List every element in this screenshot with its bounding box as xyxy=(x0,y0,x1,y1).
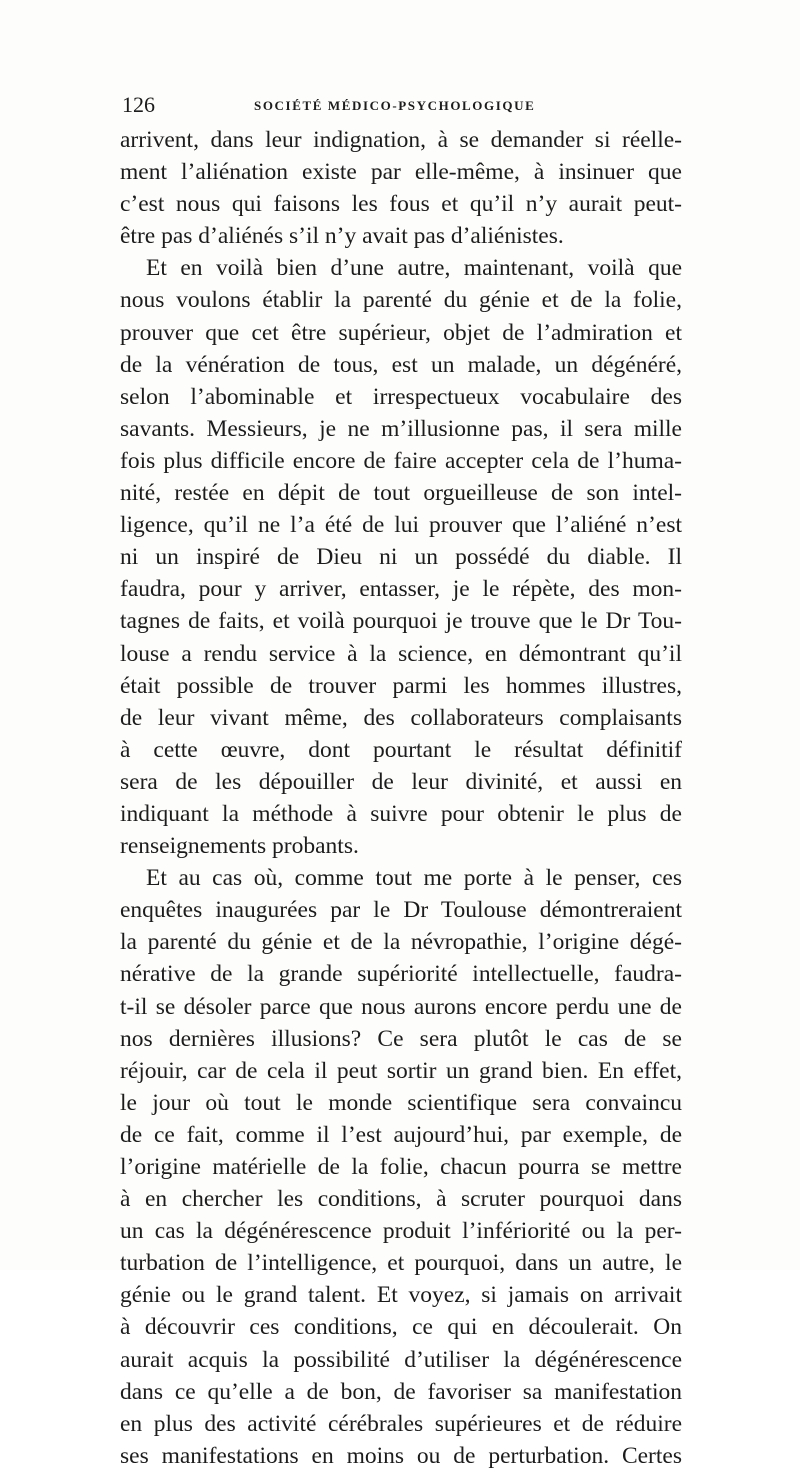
text-line: à en chercher les conditions, à scruter pourquoi dans xyxy=(120,1186,682,1213)
text-line: aurait acquis la possibilité d’utiliser la dégénérescence xyxy=(120,1346,682,1373)
text-line: Et au cas où, comme tout me porte à le penser, ces xyxy=(146,865,682,892)
text-line: était possible de trouver parmi les hommes illustres, xyxy=(120,672,682,699)
text-line: prouver que cet être supérieur, objet de l’admiration et xyxy=(120,319,682,346)
text-line: en plus des activité cérébrales supérieures et de réduire xyxy=(120,1410,682,1437)
text-line: génie ou le grand talent. Et voyez, si jamais on arrivait xyxy=(120,1282,682,1309)
text-line: arrivent, dans leur indignation, à se demander si réelle- xyxy=(120,127,682,153)
text-line: ses manifestations en moins ou de perturbation. Certes xyxy=(120,1442,682,1469)
text-line: louse a rendu service à la science, en démontrant qu’il xyxy=(120,640,682,667)
text-line: savants. Messieurs, je ne m’illusionne pas, il sera mille xyxy=(120,415,682,442)
text-line: c’est nous qui faisons les fous et qu’il n’y aurait peut- xyxy=(120,191,682,218)
text-line: l’origine matérielle de la folie, chacun pourra se mettre xyxy=(120,1154,682,1180)
text-line: nité, restée en dépit de tout orgueilleuse de son intel- xyxy=(120,480,682,507)
running-head xyxy=(122,90,682,120)
text-line: réjouir, car de cela il peut sortir un grand bien. En effet, xyxy=(120,1057,682,1084)
running-title: SOCIÉTÉ MÉDICO-PSYCHOLOGIQUE xyxy=(254,98,536,113)
text-line: ment l’aliénation existe par elle-même, à insinuer que xyxy=(120,159,682,186)
text-line: de leur vivant même, des collaborateurs complaisants xyxy=(120,704,682,731)
text-line: fois plus difficile encore de faire accepter cela de l’huma- xyxy=(120,447,682,474)
text-line: faudra, pour y arriver, entasser, je le répète, des mon- xyxy=(120,576,682,603)
text-line: renseignements probants. xyxy=(120,833,359,860)
text-line: à cette œuvre, dont pourtant le résultat définitif xyxy=(120,736,682,763)
text-line: indiquant la méthode à suivre pour obtenir le plus de xyxy=(120,800,682,827)
page-number: 126 xyxy=(122,92,155,117)
text-line: nos dernières illusions? Ce sera plutôt le cas de se xyxy=(120,1025,682,1052)
text-line: tagnes de faits, et voilà pourquoi je trouve que le Dr Tou- xyxy=(120,608,682,635)
text-line: enquêtes inaugurées par le Dr Toulouse démontreraient xyxy=(120,897,682,924)
text-line: sera de les dépouiller de leur divinité, et aussi en xyxy=(120,768,682,795)
text-line: un cas la dégénérescence produit l’infériorité ou la per- xyxy=(120,1218,682,1245)
text-line: selon l’abominable et irrespectueux vocabulaire des xyxy=(120,383,682,410)
text-line: ligence, qu’il ne l’a été de lui prouver que l’aliéné n’est xyxy=(120,512,682,539)
text-line: ni un inspiré de Dieu ni un possédé du diable. Il xyxy=(120,544,682,571)
text-line: dans ce qu’elle a de bon, de favoriser sa manifestation xyxy=(120,1378,682,1405)
text-line: la parenté du génie et de la névropathie, l’origine dégé- xyxy=(120,929,682,956)
text-line: à découvrir ces conditions, ce qui en découlerait. On xyxy=(120,1314,682,1341)
text-line: nous voulons établir la parenté du génie et de la folie, xyxy=(120,287,682,314)
text-line: être pas d’aliénés s’il n’y avait pas d’aliénistes. xyxy=(120,223,564,250)
text-line: Et en voilà bien d’une autre, maintenant, voilà que xyxy=(146,255,682,282)
text-line: de ce fait, comme il l’est aujourd’hui, par exemple, de xyxy=(120,1121,682,1148)
text-line: de la vénération de tous, est un malade, un dégénéré, xyxy=(120,351,682,378)
text-line: nérative de la grande supériorité intellectuelle, faudra- xyxy=(120,961,682,988)
text-line: turbation de l’intelligence, et pourquoi, dans un autre, le xyxy=(120,1250,682,1277)
text-line: t-il se désoler parce que nous aurons encore perdu une de xyxy=(120,993,682,1020)
text-line: le jour où tout le monde scientifique sera convaincu xyxy=(120,1089,682,1116)
